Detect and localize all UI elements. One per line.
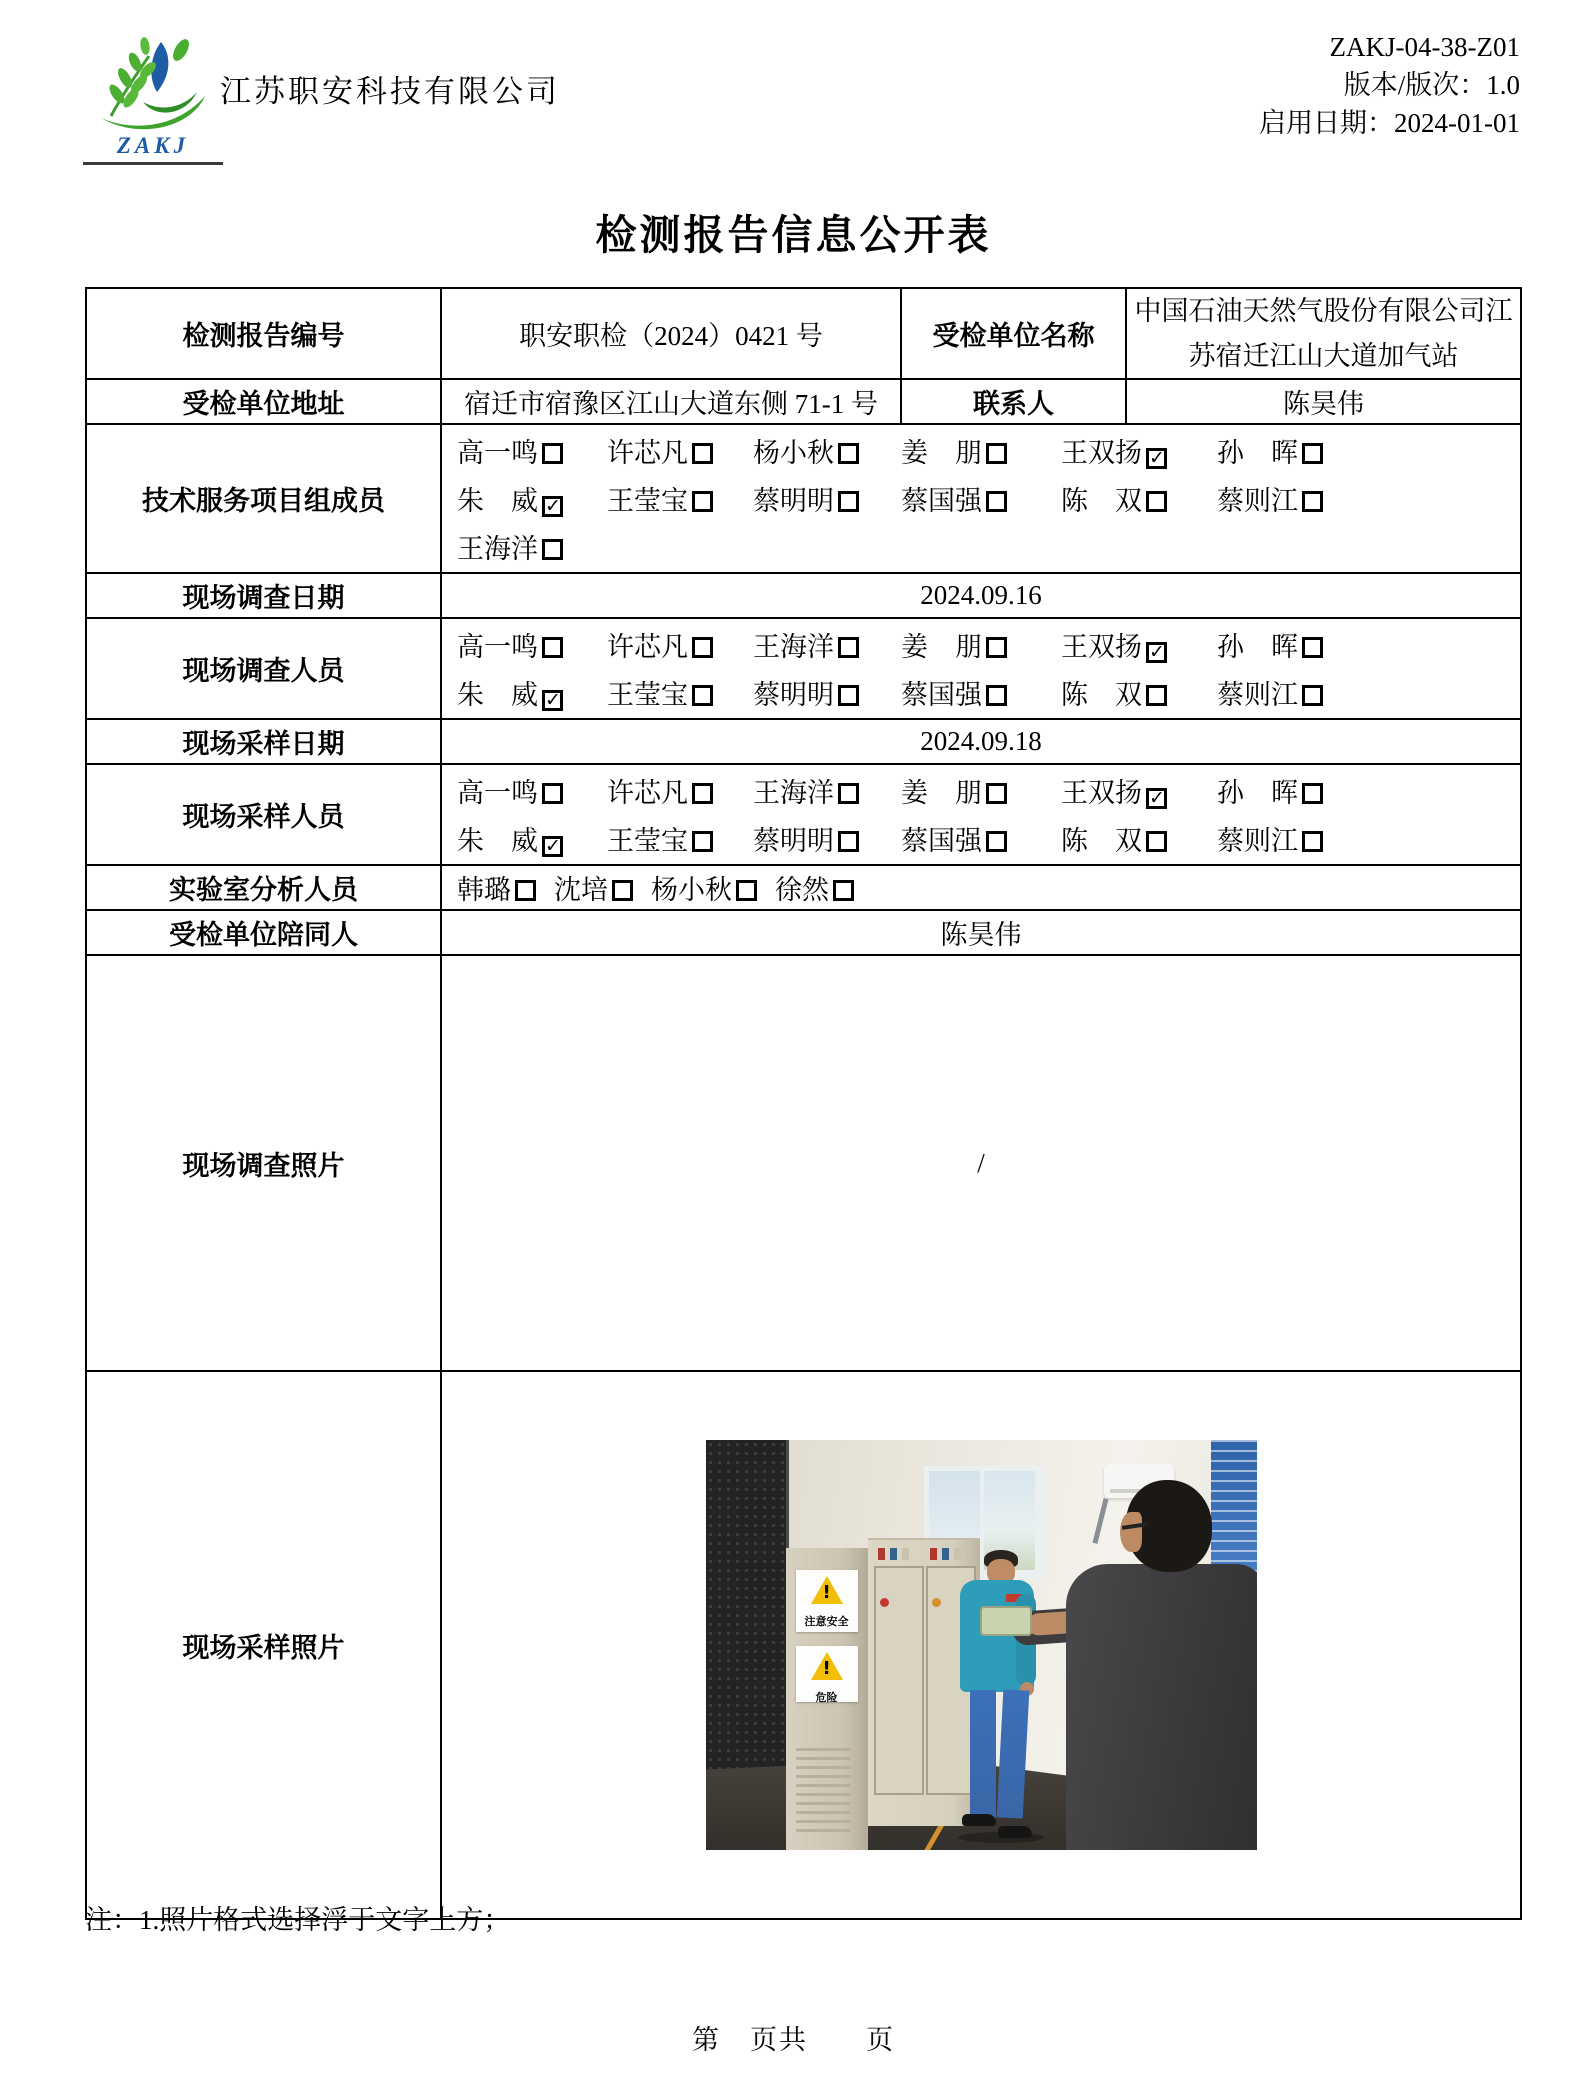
person-name: 蔡国强 [901,826,982,857]
checkbox-unchecked[interactable] [542,783,563,804]
person-checkbox-item [607,625,753,664]
checkbox-unchecked[interactable] [1302,637,1323,658]
checkbox-unchecked[interactable] [986,831,1007,852]
team-label: 技术服务项目组成员 [86,424,441,573]
checkbox-unchecked[interactable] [692,685,713,706]
person-checkbox-item [753,819,901,858]
checkbox-unchecked[interactable] [1302,685,1323,706]
person-checkbox-item [457,625,607,664]
person-name: 王双扬 [1061,438,1142,469]
person-name: 杨小秋 [753,438,834,469]
person-checkbox-item [1061,431,1217,470]
person-checkbox-item [1217,771,1520,810]
enable-date-label: 启用日期： [1259,108,1395,138]
survey-staff-label: 现场调查人员 [86,618,441,719]
checkbox-checked[interactable]: ✓ [1146,448,1167,469]
enable-date-value: 2024-01-01 [1394,108,1520,138]
warning-sign-text: 危险 [815,1692,838,1705]
escort-value: 陈昊伟 [441,910,1521,955]
person-name: 蔡则江 [1217,826,1298,857]
note-text: 注：1.照片格式选择浮于文字上方； [85,1905,511,1935]
person-name: 姜 朋 [901,778,982,809]
person-name: 孙 晖 [1217,778,1298,809]
checkbox-unchecked[interactable] [838,491,859,512]
person-name: 姜 朋 [901,438,982,469]
checkbox-unchecked[interactable] [838,783,859,804]
checkbox-unchecked[interactable] [838,685,859,706]
table-row [86,764,1521,865]
person-checkbox-item [1217,431,1520,470]
checkbox-unchecked[interactable] [692,491,713,512]
person-name: 孙 晖 [1217,438,1298,469]
photo-worker-leg [970,1690,996,1818]
company-name: 江苏职安科技有限公司 [220,74,560,109]
photo-side-cabinet [786,1548,868,1850]
checkbox-unchecked[interactable] [692,783,713,804]
person-checkbox-item [901,771,1061,810]
logo-underline [83,162,223,165]
table-row [86,719,1521,764]
checkbox-unchecked[interactable] [986,443,1007,464]
person-checkbox-item [901,431,1061,470]
page-footer: 第 页共 页 [692,2025,895,2055]
team-members-checklist [442,425,1520,572]
checkbox-checked[interactable]: ✓ [542,496,563,517]
person-checkbox-item [457,771,607,810]
warning-triangle-icon [811,1652,843,1680]
photo-inspector-dark-shirt [1006,1480,1257,1850]
survey-date-value: 2024.09.16 [441,573,1521,618]
person-name: 蔡国强 [901,680,982,711]
person-checkbox-item [457,868,536,907]
person-name: 陈 双 [1061,826,1142,857]
photo-indicator-light [902,1548,909,1560]
lab-staff-cell [441,865,1521,910]
table-row [86,618,1521,719]
photo-cabinet-vents [796,1748,851,1838]
person-name: 王海洋 [457,534,538,565]
checkbox-unchecked[interactable] [833,880,854,901]
checkbox-unchecked[interactable] [692,637,713,658]
version-label: 版本/版次： [1343,70,1487,100]
person-checkbox-item [457,479,607,518]
survey-staff-checklist [442,619,1520,718]
person-checkbox-item [1061,479,1217,518]
photo-indicator-light [878,1548,885,1560]
person-name: 蔡明明 [753,826,834,857]
photo-indicator-light [942,1548,949,1560]
checkbox-unchecked[interactable] [542,443,563,464]
checkbox-checked[interactable]: ✓ [1146,788,1167,809]
person-name: 陈 双 [1061,680,1142,711]
survey-photo-value: / [441,955,1521,1371]
person-checkbox-item [1061,819,1217,858]
checkbox-unchecked[interactable] [986,685,1007,706]
contact-label: 联系人 [901,379,1126,424]
sampling-staff-cell [441,764,1521,865]
address-label: 受检单位地址 [86,379,441,424]
checkbox-unchecked[interactable] [692,831,713,852]
logo-text: ZAKJ [116,133,190,158]
sampling-photo-cell [441,1371,1521,1919]
table-row [86,1371,1521,1919]
table-row [86,910,1521,955]
person-name: 许芯凡 [607,778,688,809]
person-name: 朱 威 [457,680,538,711]
checkbox-unchecked[interactable] [1302,831,1323,852]
person-checkbox-item [753,771,901,810]
table-row [86,424,1521,573]
person-checkbox-item [1217,479,1520,518]
photo-cabinet-switch [932,1598,941,1607]
doc-enable-date-line [1259,104,1520,142]
checkbox-unchecked[interactable] [1302,783,1323,804]
person-name: 蔡国强 [901,486,982,517]
person-name: 杨小秋 [651,875,732,906]
sampling-staff-label: 现场采样人员 [86,764,441,865]
survey-photo-label: 现场调查照片 [86,955,441,1371]
table-row [86,955,1521,1371]
photo-cabinet-switch [880,1598,889,1607]
person-name: 王海洋 [753,778,834,809]
photo-indicator-light [890,1548,897,1560]
checkbox-unchecked[interactable] [542,539,563,560]
checkbox-unchecked[interactable] [838,443,859,464]
doc-code: ZAKJ-04-38-Z01 [1329,32,1520,62]
person-checkbox-item [901,673,1061,712]
person-checkbox-item [753,673,901,712]
photo-measuring-device [980,1606,1032,1636]
checkbox-unchecked[interactable] [986,491,1007,512]
doc-version-line [1259,66,1520,104]
person-checkbox-item [1061,673,1217,712]
person-checkbox-item [607,479,753,518]
person-name: 高一鸣 [457,778,538,809]
lab-staff-label: 实验室分析人员 [86,865,441,910]
company-logo [82,34,224,165]
warning-sign-text: 注意安全 [804,1616,849,1629]
checkbox-unchecked[interactable] [736,880,757,901]
report-no-label: 检测报告编号 [86,288,441,379]
person-checkbox-item [457,819,607,858]
person-checkbox-item [607,673,753,712]
checkbox-unchecked[interactable] [542,637,563,658]
person-name: 蔡则江 [1217,680,1298,711]
checkbox-unchecked[interactable] [1302,443,1323,464]
person-name: 王双扬 [1061,632,1142,663]
person-checkbox-item [1217,625,1520,664]
checkbox-unchecked[interactable] [986,637,1007,658]
checkbox-checked[interactable]: ✓ [542,836,563,857]
person-name: 朱 威 [457,826,538,857]
team-members-cell [441,424,1521,573]
table-row [86,865,1521,910]
person-checkbox-item [607,771,753,810]
person-name: 王双扬 [1061,778,1142,809]
person-checkbox-item [901,479,1061,518]
version-value: 1.0 [1486,70,1520,100]
person-name: 孙 晖 [1217,632,1298,663]
photo-worker-shoe [962,1814,996,1826]
checkbox-unchecked[interactable] [986,783,1007,804]
survey-date-label: 现场调查日期 [86,573,441,618]
person-checkbox-item [554,868,633,907]
person-checkbox-item [753,431,901,470]
unit-name-label: 受检单位名称 [901,288,1126,379]
sampling-photo [706,1440,1257,1850]
person-checkbox-item [457,431,607,470]
person-checkbox-item [607,819,753,858]
photo-inspector-body [1066,1564,1257,1850]
person-name: 高一鸣 [457,438,538,469]
person-name: 王莹宝 [607,680,688,711]
photo-indicator-light [930,1548,937,1560]
sampling-date-label: 现场采样日期 [86,719,441,764]
photo-inspector-face [1120,1512,1142,1552]
person-checkbox-item [901,819,1061,858]
person-name: 蔡则江 [1217,486,1298,517]
person-name: 蔡明明 [753,486,834,517]
person-name: 王莹宝 [607,826,688,857]
report-no-value: 职安职检（2024）0421 号 [441,288,901,379]
person-name: 许芯凡 [607,438,688,469]
person-name: 许芯凡 [607,632,688,663]
person-checkbox-item [753,479,901,518]
sampling-photo-label: 现场采样照片 [86,1371,441,1919]
photo-warning-sign-caution [796,1570,858,1632]
warning-triangle-icon [811,1576,843,1604]
table-row [86,379,1521,424]
person-checkbox-item [753,625,901,664]
person-name: 韩璐 [457,875,511,906]
checkbox-unchecked[interactable] [1146,831,1167,852]
checkbox-unchecked[interactable] [1146,685,1167,706]
person-checkbox-item [1061,625,1217,664]
contact-value: 陈昊伟 [1126,379,1521,424]
person-checkbox-item [775,868,854,907]
person-name: 姜 朋 [901,632,982,663]
checkbox-checked[interactable]: ✓ [1146,642,1167,663]
checkbox-checked[interactable]: ✓ [542,690,563,711]
person-name: 沈培 [554,875,608,906]
doc-info-block [1259,28,1520,142]
person-checkbox-item [901,625,1061,664]
lab-staff-checklist [442,868,1520,907]
photo-warning-sign-danger [796,1646,858,1705]
person-checkbox-item [457,527,607,566]
escort-label: 受检单位陪同人 [86,910,441,955]
sampling-staff-checklist [442,765,1520,864]
person-name: 朱 威 [457,486,538,517]
checkbox-unchecked[interactable] [838,831,859,852]
person-checkbox-item [1217,819,1520,858]
table-row [86,573,1521,618]
person-name: 徐然 [775,875,829,906]
person-checkbox-item [1217,673,1520,712]
report-info-table [85,287,1522,1920]
table-row [86,288,1521,379]
person-checkbox-item [457,673,607,712]
address-value: 宿迁市宿豫区江山大道东侧 71-1 号 [441,379,901,424]
checkbox-unchecked[interactable] [1302,491,1323,512]
unit-name-value: 中国石油天然气股份有限公司江苏宿迁江山大道加气站 [1126,288,1521,379]
person-checkbox-item [651,868,757,907]
checkbox-unchecked[interactable] [612,880,633,901]
checkbox-unchecked[interactable] [515,880,536,901]
leaf-logo-icon [90,34,216,134]
person-name: 高一鸣 [457,632,538,663]
person-name: 蔡明明 [753,680,834,711]
person-name: 王莹宝 [607,486,688,517]
person-name: 陈 双 [1061,486,1142,517]
checkbox-unchecked[interactable] [838,637,859,658]
person-checkbox-item [607,431,753,470]
sampling-date-value: 2024.09.18 [441,719,1521,764]
checkbox-unchecked[interactable] [692,443,713,464]
person-checkbox-item [1061,771,1217,810]
page-title: 检测报告信息公开表 [595,212,992,258]
checkbox-unchecked[interactable] [1146,491,1167,512]
survey-staff-cell [441,618,1521,719]
person-name: 王海洋 [753,632,834,663]
